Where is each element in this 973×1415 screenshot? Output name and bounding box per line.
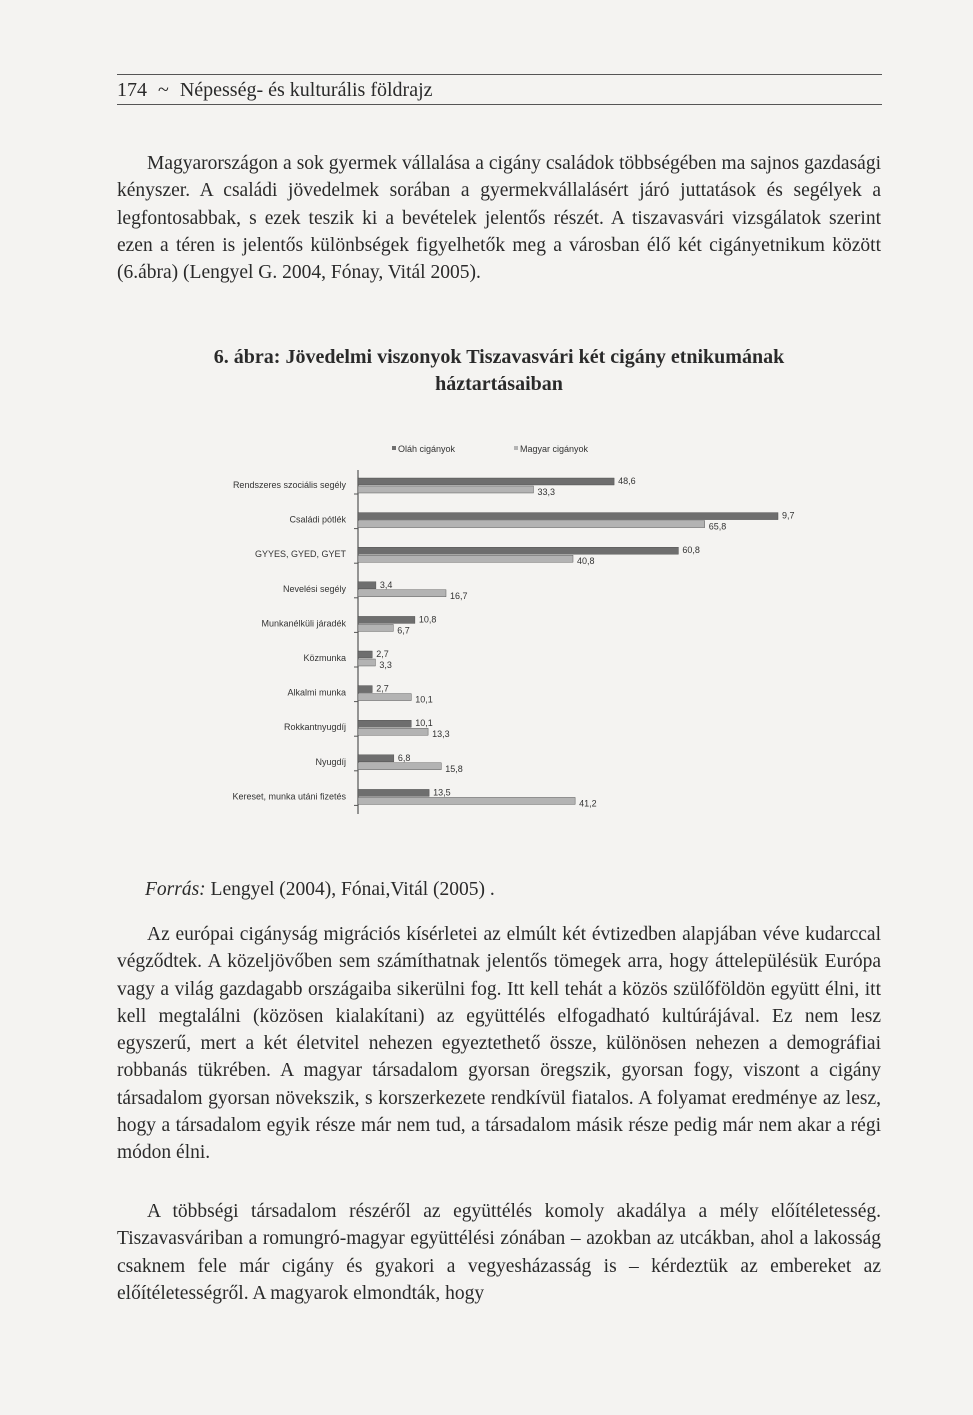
data-label: 10,1: [415, 694, 433, 705]
data-label: 65,8: [708, 521, 727, 532]
bar: [358, 797, 575, 804]
header-separator: ~: [158, 79, 169, 101]
data-label: 3,3: [379, 660, 392, 670]
data-label: 41,2: [579, 798, 597, 809]
figure-title-line2: háztartásaiban: [435, 373, 563, 395]
data-label: 48,6: [618, 476, 636, 486]
bar: [358, 728, 428, 735]
bar: [358, 659, 375, 666]
category-label: Közmunka: [303, 653, 346, 663]
data-label: 40,8: [577, 556, 595, 567]
figure-title-line1: 6. ábra: Jövedelmi viszonyok Tiszavasvári két cigány etnikumának: [213, 346, 785, 368]
paragraph-migration: Az európai cigányság migrációs kísérletei az elmúlt két évtizedben alapjában véve kudarccal végződtek. A közeljövőben sem számíthatnak jelentős tömegek arra, hogy áttelepülésük Európa vagy a világ gazdagabb országaiba sikerülni fog. Itt kell tehát a közös szülőföldön együtt élni, itt kell megtalálni (közösen kialakítani) az együttélés elfogadható kultúrájával. Ez nem lesz egyszerű, mert a két életvitel nehezen egyeztethető össze, különösen nehezen a demográfiai robbanás tükrében. A magyar társadalom gyorsan öregszik, gyorsan fogy, viszont a cigány társadalom gyorsan növekszik, s korszerkezete rendkívül fiatalos. A folyamat eredménye az lesz, hogy a társadalom egyik része már nem tud, a társadalom másik része pedig már nem akar a régi módon élni.: [117, 924, 881, 1164]
data-label: 2,7: [376, 683, 389, 694]
bar: [358, 763, 441, 770]
running-title: Népesség- és kulturális földrajz: [179, 79, 433, 101]
bar: [358, 478, 614, 485]
page-number: 174: [117, 79, 147, 101]
legend-swatch: [514, 446, 518, 450]
source-text: Lengyel (2004), Fónai,Vitál (2005) .: [205, 879, 495, 900]
bar: [358, 547, 678, 554]
legend-label: Oláh cigányok: [398, 444, 456, 454]
data-label: 13,5: [433, 787, 451, 798]
data-label: 9,7: [782, 510, 795, 521]
data-label: 16,7: [450, 590, 468, 601]
bar: [358, 789, 429, 796]
paragraph-intro: Magyarországon a sok gyermek vállalása a cigány családok többségében ma sajnos gazdasági kényszer. A családi jövedelmek sorában a gyermekvállalásért járó juttatások és segélyek a legfontosabbak, s ezek teszik ki a bevételek jelentős részét. A tiszavasvári vizsgálatok szerint ezen a téren is jelentős különbségek figyelhetők meg a városban élő két cigányetnikum között (6.ábra) (Lengyel G. 2004, Fónay, Vitál 2005).: [117, 153, 881, 284]
bar: [358, 582, 376, 589]
source-label: Forrás:: [145, 879, 206, 900]
data-label: 33,3: [537, 487, 556, 497]
category-label: Nevelési segély: [282, 583, 346, 594]
category-label: Kereset, munka utáni fizetés: [232, 791, 346, 802]
bar: [358, 720, 411, 727]
data-label: 60,8: [682, 545, 700, 556]
category-label: Családi pótlék: [289, 514, 346, 525]
category-label: Rokkantnyugdíj: [283, 722, 346, 733]
bar: [358, 616, 415, 623]
data-label: 6,8: [397, 752, 411, 763]
category-label: Rendszeres szociális segély: [232, 480, 346, 490]
figure-source: [145, 877, 495, 903]
data-label: 15,8: [445, 763, 463, 774]
bar: [358, 555, 573, 562]
bar: [358, 486, 533, 493]
data-label: 10,8: [418, 614, 437, 625]
legend-swatch: [392, 446, 396, 450]
bar: [358, 513, 778, 520]
data-label: 13,3: [432, 729, 450, 740]
bar: [358, 624, 393, 631]
data-label: 6,7: [397, 625, 410, 636]
bar: [358, 590, 446, 597]
category-label: GYYES, GYED, GYET: [254, 549, 346, 560]
legend-label: Magyar cigányok: [520, 444, 589, 454]
bar: [358, 651, 372, 658]
category-label: Munkanélküli járadék: [261, 618, 346, 629]
data-label: 2,7: [376, 649, 389, 659]
bar: [358, 755, 394, 762]
data-label: 3,4: [379, 579, 393, 590]
bar: [358, 694, 411, 701]
bar: [358, 686, 372, 693]
bar: [358, 521, 705, 528]
category-label: Alkalmi munka: [287, 687, 346, 698]
category-label: Nyugdíj: [315, 756, 346, 767]
data-label: 10,1: [415, 718, 433, 729]
paragraph-prejudice: A többségi társadalom részéről az együttélés komoly akadálya a mély előítéletesség. Tiszavasváriban a romungró-magyar együttélési zónában – azokban az utcákban, ahol a lakosság csaknem fele már cigány és gyakori a vegyesházasság is – kérdeztük az embereket az előítéletességről. A magyarok elmondták, hogy: [117, 1201, 881, 1304]
